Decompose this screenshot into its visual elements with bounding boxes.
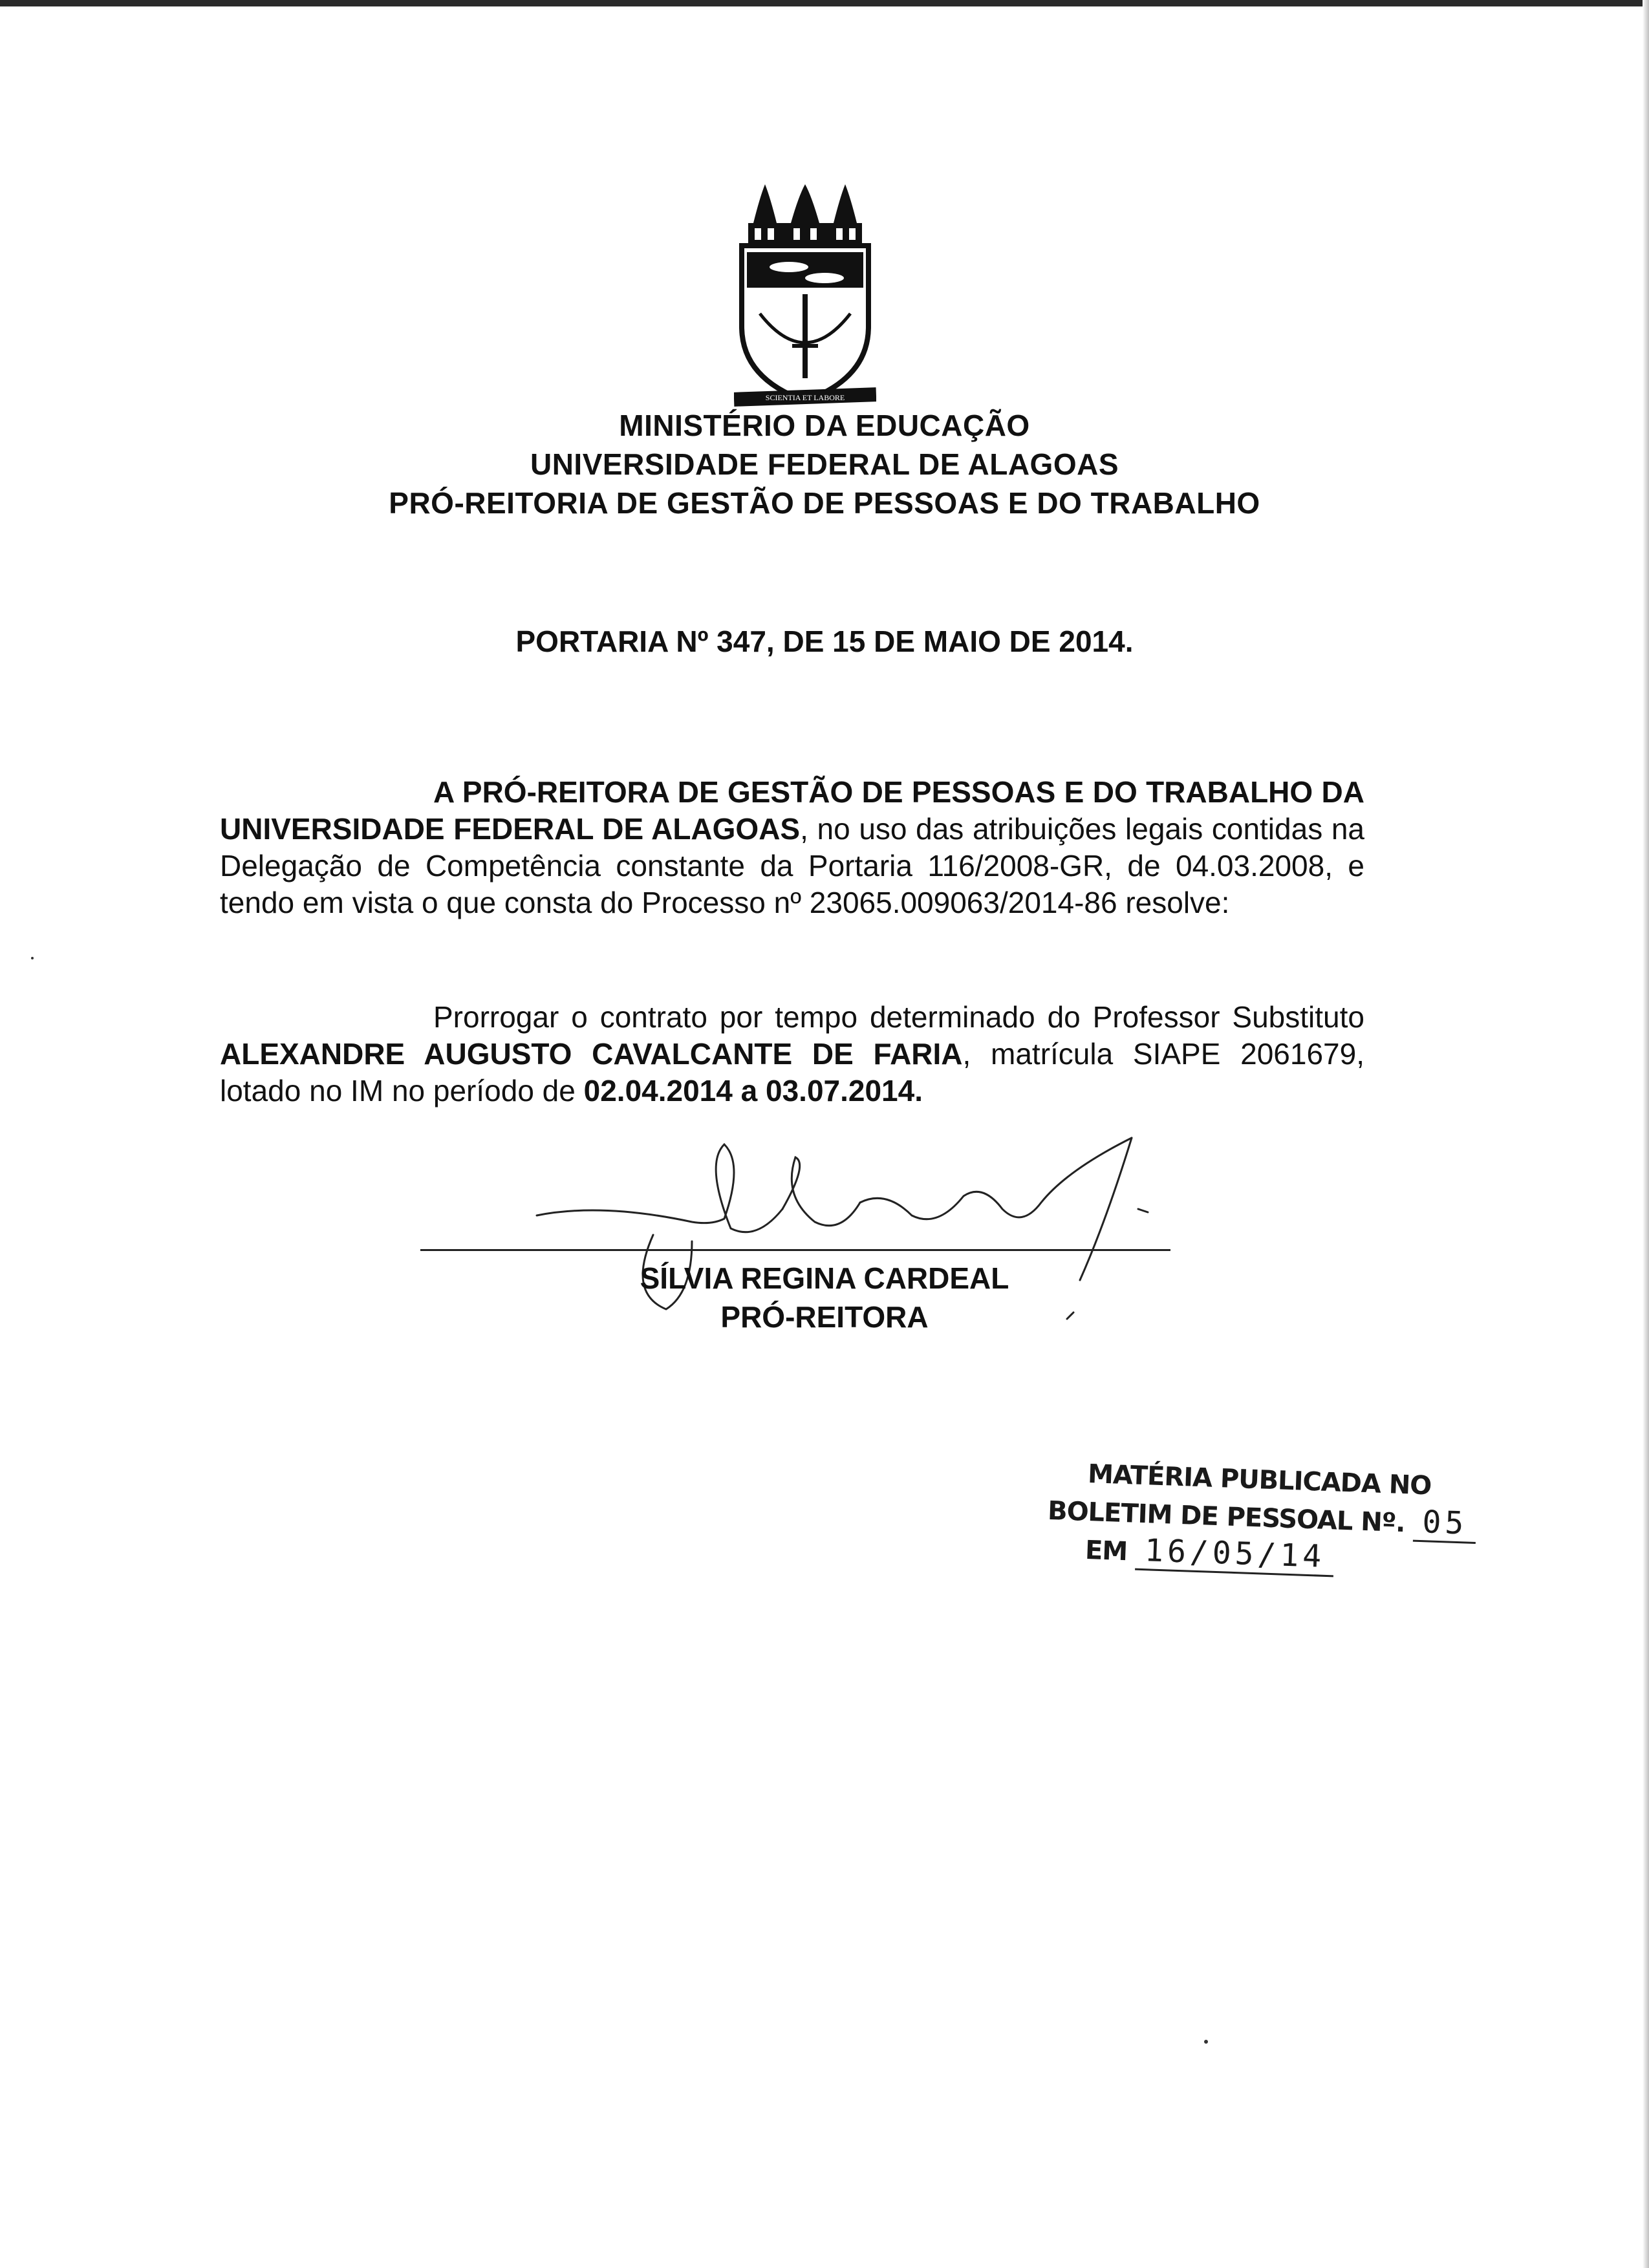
scan-speck (1204, 2040, 1208, 2044)
stamp-date: 16/05/14 (1135, 1532, 1335, 1578)
header-university: UNIVERSIDADE FEDERAL DE ALAGOAS (530, 447, 1119, 481)
scan-top-edge (0, 0, 1649, 6)
preamble-paragraph (220, 774, 1364, 921)
employee-name: ALEXANDRE AUGUSTO CAVALCANTE DE FARIA (220, 1037, 963, 1071)
publication-stamp (1046, 1455, 1469, 1580)
resolution-text-2: , matrícula SIAPE 2061679, lotado no IM no período de (220, 1037, 1364, 1107)
crest-motto: SCIENTIA ET LABORE (765, 393, 845, 402)
header-department: PRÓ-REITORIA DE GESTÃO DE PESSOAS E DO TRABALHO (389, 486, 1260, 520)
contract-period: 02.04.2014 a 03.07.2014. (583, 1074, 923, 1107)
preamble-text: , no uso das atribuições legais contidas na Delegação de Competência constante da Portaria 116/2008-GR, de 04.03.2008, e tendo em vista o que consta do Processo nº 23065.009063/2014-86 resolve: (220, 812, 1364, 919)
document-title: PORTARIA Nº 347, DE 15 DE MAIO DE 2014. (515, 625, 1134, 658)
stamp-label-date: EM (1084, 1535, 1128, 1567)
resolution-text-1: Prorrogar o contrato por tempo determinado do Professor Substituto (433, 1000, 1364, 1034)
stamp-bulletin-number: 05 (1412, 1504, 1477, 1544)
stamp-line-1: MATÉRIA PUBLICADA NO (1087, 1459, 1432, 1501)
university-crest-icon (734, 184, 876, 414)
header-ministry: MINISTÉRIO DA EDUCAÇÃO (619, 409, 1030, 442)
preamble-authority: A PRÓ-REITORA DE GESTÃO DE PESSOAS E DO TRABALHO DA UNIVERSIDADE FEDERAL DE ALAGOAS (220, 775, 1364, 846)
scan-speck (31, 957, 34, 959)
signatory-role: PRÓ-REITORA (720, 1300, 929, 1334)
document-header (0, 406, 1649, 522)
stamp-label-bulletin: BOLETIM DE PESSOAL Nº. (1047, 1495, 1406, 1539)
scan-right-edge (1643, 0, 1649, 2268)
signatory-name: SÍLVIA REGINA CARDEAL (640, 1261, 1009, 1295)
resolution-paragraph (220, 999, 1364, 1109)
